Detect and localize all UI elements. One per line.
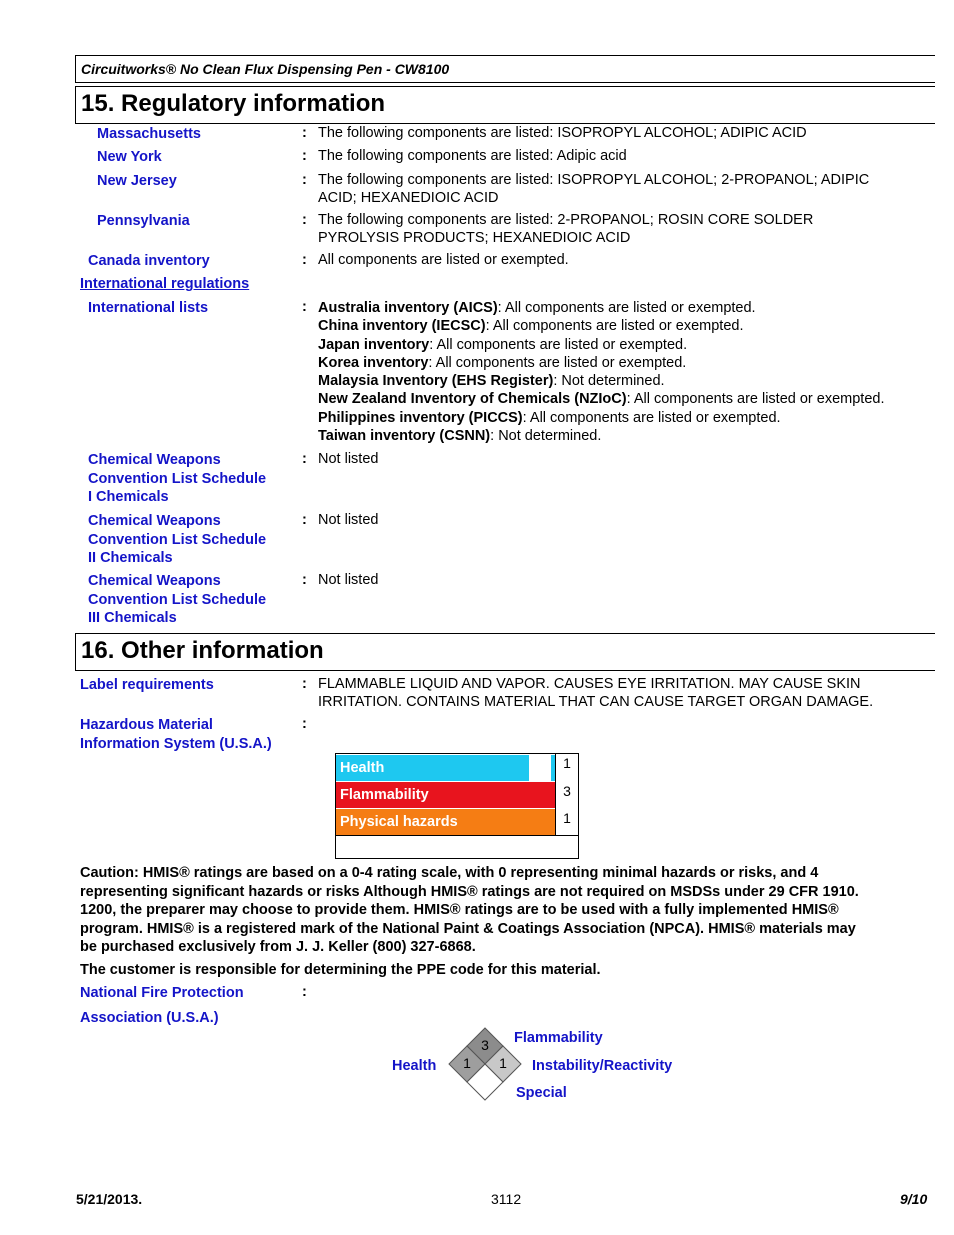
document-header: [75, 55, 935, 83]
nfpa-flammability-label: Flammability: [514, 1030, 603, 1046]
new-jersey-value: The following components are listed: ISOPROPYL ALCOHOL; 2-PROPANOL; ADIPIC ACID; HEXANEDIOIC ACID: [318, 172, 870, 206]
list-item: Philippines inventory (PICCS): All components are listed or exempted.: [318, 409, 781, 426]
colon: :: [302, 512, 307, 528]
cwc-schedule-3-value: Not listed: [318, 572, 379, 588]
colon: :: [302, 148, 307, 164]
hmis-caution-paragraph: Caution: HMIS® ratings are based on a 0-4 rating scale, with 0 representing minimal hazards or risks, and 4 representing significant hazards or risks Although HMIS® ratings are not required on MSDSs under 29 CFR 1910. 1200, the preparer may choose to provide them. HMIS® ratings are to be used with a fully implemented HMIS® program. HMIS® is a registered mark of the National Paint & Coatings Association (NPCA). HMIS® materials may be purchased exclusively from J. J. Keller (800) 327-6868.: [80, 865, 859, 955]
hmis-divider: [555, 754, 556, 835]
colon: :: [302, 984, 307, 1000]
colon: :: [302, 676, 307, 692]
new-york-value: The following components are listed: Adipic acid: [318, 148, 627, 164]
hmis-row-physical-hazards: Physical hazards: [336, 809, 556, 835]
pennsylvania-value: The following components are listed: 2-PROPANOL; ROSIN CORE SOLDER PYROLYSIS PRODUCTS; HEXANEDIOIC ACID: [318, 212, 814, 246]
massachusetts-label: Massachusetts: [97, 126, 201, 142]
colon: :: [302, 252, 307, 268]
hmis-row-health: Health: [336, 755, 529, 781]
colon: :: [302, 212, 307, 228]
nfpa-health-label: Health: [392, 1058, 437, 1074]
new-jersey-label: New Jersey: [97, 173, 177, 189]
list-item: Japan inventory: All components are listed or exempted.: [318, 336, 688, 353]
colon: :: [302, 572, 307, 588]
list-item: Taiwan inventory (CSNN): Not determined.: [318, 428, 602, 445]
section-15-header: [75, 86, 935, 124]
list-item: China inventory (IECSC): All components are listed or exempted.: [318, 318, 744, 335]
list-item: Australia inventory (AICS): All components are listed or exempted.: [318, 300, 756, 316]
hmis-flammability-value: 3: [563, 783, 571, 799]
hmis-divider: [336, 835, 578, 836]
hmis-label: Hazardous Material Information System (U.S.A.): [80, 717, 272, 752]
product-title: Circuitworks® No Clean Flux Dispensing Pen - CW8100: [81, 61, 450, 77]
hmis-health-value: 1: [563, 755, 571, 771]
colon: :: [302, 125, 307, 141]
international-lists-values: [318, 299, 948, 445]
nfpa-instability-label: Instability/Reactivity: [532, 1058, 673, 1074]
nfpa-diamond: [445, 1026, 525, 1106]
colon: :: [302, 451, 307, 467]
massachusetts-value: The following components are listed: ISOPROPYL ALCOHOL; ADIPIC ACID: [318, 125, 807, 141]
pennsylvania-label: Pennsylvania: [97, 213, 190, 229]
colon: :: [302, 716, 307, 732]
label-requirements-value: FLAMMABLE LIQUID AND VAPOR. CAUSES EYE IRRITATION. MAY CAUSE SKIN IRRITATION. CONTAINS MATERIAL THAT CAN CAUSE TARGET ORGAN DAMAGE.: [318, 676, 874, 710]
label-requirements-label: Label requirements: [80, 677, 214, 693]
list-item: New Zealand Inventory of Chemicals (NZIoC): All components are listed or exempted.: [318, 391, 885, 408]
list-item: Korea inventory: All components are listed or exempted.: [318, 354, 687, 371]
section-15-title: 15. Regulatory information: [81, 90, 386, 117]
nfpa-flammability-value: 3: [481, 1037, 489, 1053]
nfpa-label: National Fire Protection Association (U.S.A.): [80, 985, 244, 1026]
footer-code: 3112: [491, 1191, 522, 1207]
nfpa-instability-value: 1: [499, 1055, 507, 1071]
cwc-schedule-3-label: Chemical Weapons Convention List Schedule III Chemicals: [88, 573, 267, 626]
section-16-header: [75, 633, 935, 671]
colon: :: [302, 172, 307, 188]
footer-date: 5/21/2013.: [76, 1191, 143, 1207]
canada-inventory-label: Canada inventory: [88, 253, 210, 269]
nfpa-health-value: 1: [463, 1055, 471, 1071]
hmis-row-flammability: Flammability: [336, 782, 556, 808]
hmis-health-gap: [529, 755, 551, 781]
ppe-note: The customer is responsible for determining the PPE code for this material.: [80, 962, 601, 978]
list-item: Malaysia Inventory (EHS Register): Not determined.: [318, 373, 665, 390]
canada-inventory-value: All components are listed or exempted.: [318, 252, 569, 268]
international-regulations-heading: International regulations: [80, 276, 250, 292]
hmis-physical-value: 1: [563, 810, 571, 826]
cwc-schedule-2-value: Not listed: [318, 512, 379, 528]
cwc-schedule-1-value: Not listed: [318, 451, 379, 467]
nfpa-special-label: Special: [516, 1085, 567, 1101]
cwc-schedule-2-label: Chemical Weapons Convention List Schedule II Chemicals: [88, 513, 267, 566]
section-16-title: 16. Other information: [81, 637, 324, 664]
new-york-label: New York: [97, 149, 162, 165]
international-lists-label: International lists: [88, 300, 209, 316]
cwc-schedule-1-label: Chemical Weapons Convention List Schedule I Chemicals: [88, 452, 267, 505]
hmis-rating-table: [335, 753, 579, 859]
footer-page-number: 9/10: [900, 1191, 928, 1207]
colon: :: [302, 299, 307, 315]
